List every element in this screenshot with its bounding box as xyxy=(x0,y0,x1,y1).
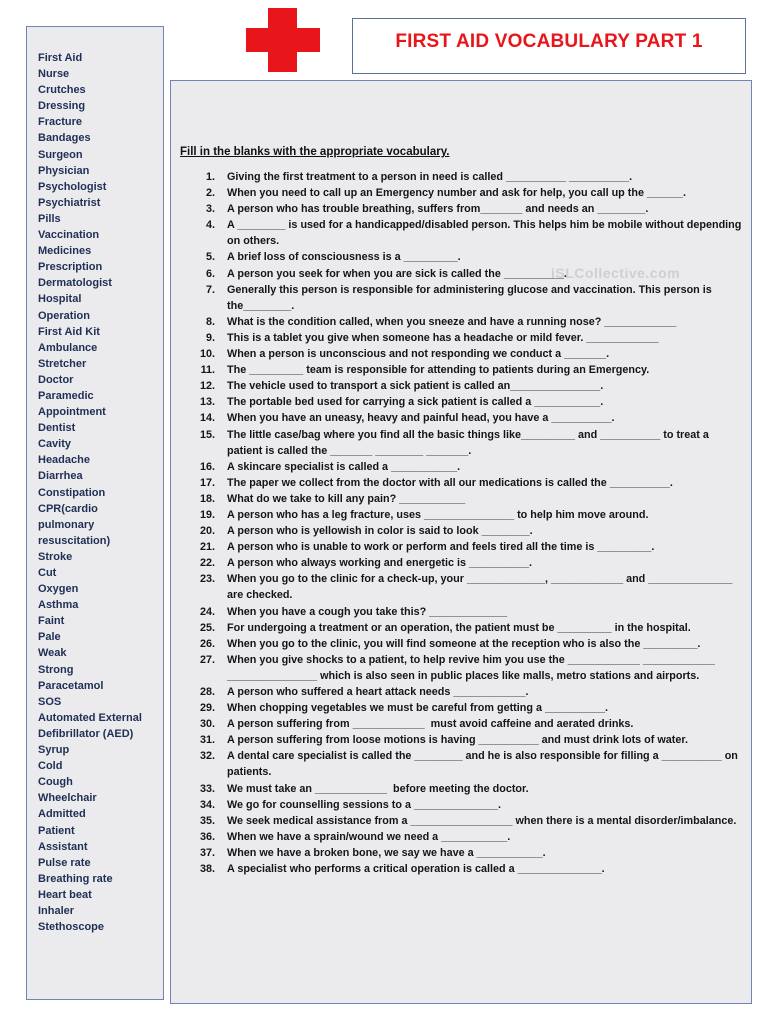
question-number: 11. xyxy=(200,364,215,377)
vocabulary-item: Headache xyxy=(38,454,90,467)
question-number: 22. xyxy=(199,557,215,570)
instruction-text: Fill in the blanks with the appropriate vocabulary. xyxy=(180,146,450,158)
vocabulary-item: Surgeon xyxy=(38,148,83,161)
vocabulary-item: Breathing rate xyxy=(38,872,113,885)
question-text: We go for counselling sessions to a ______________. xyxy=(227,798,502,811)
vocabulary-item: Pulse rate xyxy=(38,856,91,869)
question-number: 18. xyxy=(199,492,215,505)
vocabulary-item: Medicines xyxy=(38,245,92,258)
question-item xyxy=(193,507,745,523)
question-text: A ________ is used for a handicapped/disabled person. This helps him be mobile without depending on others. xyxy=(227,219,745,248)
question-number: 4. xyxy=(205,219,215,232)
question-item xyxy=(193,555,745,571)
question-text: When you go to the clinic for a check-up, your _____________, ____________ and ______________ are checked. xyxy=(227,573,736,602)
question-number: 7. xyxy=(205,283,215,296)
question-item xyxy=(193,539,745,555)
question-number: 34. xyxy=(199,798,215,811)
vocabulary-item: Psychiatrist xyxy=(38,196,101,209)
question-text: A person who has trouble breathing, suffers from_______ and needs an ________. xyxy=(227,203,649,216)
question-item xyxy=(193,845,745,861)
vocabulary-item: Physician xyxy=(38,164,90,177)
question-number: 24. xyxy=(199,605,215,618)
question-item xyxy=(193,684,745,700)
question-number: 12. xyxy=(199,380,215,393)
question-text: When you go to the clinic, you will find someone at the reception who is also the _________. xyxy=(227,637,701,650)
vocabulary-item: resuscitation) xyxy=(38,534,111,547)
question-number: 20. xyxy=(199,525,215,538)
question-text: A dental care specialist is called the ________ and he is also responsible for filling a __________ on patients. xyxy=(227,750,741,779)
question-number: 30. xyxy=(199,718,215,731)
question-item xyxy=(193,652,745,684)
vocabulary-item: Cold xyxy=(38,760,63,773)
question-text: When a person is unconscious and not responding we conduct a _______. xyxy=(227,348,610,361)
question-item xyxy=(193,829,745,845)
question-number: 14. xyxy=(199,412,215,425)
vocabulary-item: Appointment xyxy=(38,406,106,419)
question-item xyxy=(193,427,745,459)
question-number: 31. xyxy=(199,734,215,747)
question-item xyxy=(193,748,745,780)
vocabulary-item: Inhaler xyxy=(38,904,75,917)
vocabulary-item: Dressing xyxy=(38,100,86,113)
question-number: 25. xyxy=(199,621,215,634)
question-text: A person suffering from ____________ must avoid caffeine and aerated drinks. xyxy=(227,718,634,731)
vocabulary-item: Strong xyxy=(38,663,74,676)
question-text: A specialist who performs a critical operation is called a ______________. xyxy=(227,863,605,876)
question-text: A skincare specialist is called a ___________. xyxy=(227,460,461,473)
vocabulary-item: Cough xyxy=(38,776,73,789)
question-item xyxy=(193,314,745,330)
vocabulary-item: Faint xyxy=(38,615,65,628)
question-text: When you need to call up an Emergency number and ask for help, you call up the ______. xyxy=(227,187,686,200)
question-number: 19. xyxy=(199,508,215,521)
question-text: Giving the first treatment to a person in need is called __________ __________. xyxy=(227,171,633,183)
question-text: When you have a cough you take this? _____________ xyxy=(227,605,508,618)
vocabulary-item: Admitted xyxy=(38,808,86,821)
question-item xyxy=(193,781,745,797)
vocabulary-item: Hospital xyxy=(38,293,82,306)
vocabulary-item: Prescription xyxy=(38,261,103,274)
question-number: 2. xyxy=(205,187,215,200)
question-item xyxy=(193,282,745,314)
question-text: A person who always working and energetic is __________. xyxy=(227,557,533,570)
question-item xyxy=(193,459,745,475)
question-item xyxy=(193,491,745,507)
question-number: 26. xyxy=(199,637,215,650)
question-item xyxy=(193,346,745,362)
title-box xyxy=(352,18,746,74)
question-text: A person who is yellowish in color is said to look ________. xyxy=(227,525,533,538)
vocabulary-item: Pills xyxy=(38,212,61,225)
question-text: The vehicle used to transport a sick patient is called an_______________. xyxy=(227,380,604,393)
vocabulary-item: Cavity xyxy=(38,438,72,451)
question-item xyxy=(193,571,745,603)
vocabulary-item: Operation xyxy=(38,309,90,322)
question-text: We seek medical assistance from a _________________ when there is a mental disorder/imbalance. xyxy=(227,814,737,827)
vocabulary-item: pulmonary xyxy=(38,518,95,531)
vocabulary-item: First Aid Kit xyxy=(38,325,100,338)
vocabulary-item: Pale xyxy=(38,631,61,644)
question-text: The little case/bag where you find all the basic things like_________ and __________ to treat a patient is called the _______ ________ _______. xyxy=(227,428,712,457)
question-number: 9. xyxy=(205,331,215,344)
question-number: 38. xyxy=(199,863,215,876)
vocabulary-item: Stethoscope xyxy=(38,921,105,934)
watermark: iSLCollective.com xyxy=(551,265,681,281)
question-number: 13. xyxy=(199,396,215,409)
question-item xyxy=(193,716,745,732)
question-item xyxy=(193,604,745,620)
question-text: What is the condition called, when you sneeze and have a running nose? ____________ xyxy=(227,315,677,328)
vocabulary-item: Doctor xyxy=(38,373,74,386)
question-item xyxy=(193,620,745,636)
question-text: A person who has a leg fracture, uses _______________ to help him move around. xyxy=(227,508,649,521)
vocabulary-item: Defibrillator (AED) xyxy=(38,727,134,740)
vocabulary-item: CPR(cardio xyxy=(38,502,98,515)
question-item xyxy=(193,330,745,346)
question-number: 3. xyxy=(205,203,215,216)
question-text: When we have a sprain/wound we need a ___________. xyxy=(227,830,511,843)
vocabulary-item: Vaccination xyxy=(38,229,100,242)
vocabulary-item: Stretcher xyxy=(38,357,87,370)
question-item xyxy=(193,249,745,265)
question-text: We must take an ____________ before meeting the doctor. xyxy=(227,782,529,795)
vocabulary-item: Cut xyxy=(38,567,57,579)
question-number: 33. xyxy=(199,782,215,795)
vocabulary-item: Syrup xyxy=(38,744,70,757)
question-text: A person suffering from loose motions is having __________ and must drink lots of water. xyxy=(227,734,688,747)
vocabulary-item: Wheelchair xyxy=(38,792,97,805)
red-cross-icon xyxy=(246,8,320,72)
question-item xyxy=(193,523,745,539)
vocabulary-item: Assistant xyxy=(38,840,88,853)
question-item xyxy=(193,813,745,829)
question-number: 28. xyxy=(199,686,215,698)
vocabulary-item: Asthma xyxy=(38,599,79,612)
question-text: Generally this person is responsible for administering glucose and vaccination. This person is the________. xyxy=(227,283,715,312)
question-item xyxy=(193,217,745,249)
vocabulary-item: Oxygen xyxy=(38,583,79,596)
vocabulary-sidebar xyxy=(26,26,164,1000)
vocabulary-item: First Aid xyxy=(38,52,83,64)
question-number: 17. xyxy=(199,476,215,489)
vocabulary-item: Constipation xyxy=(38,486,106,499)
question-number: 32. xyxy=(199,750,215,763)
question-number: 21. xyxy=(199,541,215,554)
vocabulary-item: SOS xyxy=(38,695,62,708)
vocabulary-item: Paramedic xyxy=(38,389,94,402)
question-item xyxy=(193,185,745,201)
question-number: 36. xyxy=(199,830,215,843)
vocabulary-item: Fracture xyxy=(38,116,83,129)
question-text: When you give shocks to a patient, to help revive him you use the ____________ ____________ _______________ which is also seen in public places like malls, metro stations and airports. xyxy=(227,653,718,682)
vocabulary-item: Dentist xyxy=(38,422,76,435)
question-number: 1. xyxy=(205,171,215,183)
question-number: 8. xyxy=(205,315,215,328)
question-text: The _________ team is responsible for attending to patients during an Emergency. xyxy=(227,364,650,377)
question-item xyxy=(193,362,745,378)
vocabulary-item: Dermatologist xyxy=(38,277,112,290)
question-item xyxy=(193,797,745,813)
vocabulary-list xyxy=(38,50,163,935)
question-number: 6. xyxy=(205,267,215,280)
question-text: The paper we collect from the doctor with all our medications is called the __________. xyxy=(227,476,673,489)
vocabulary-item: Ambulance xyxy=(38,341,98,354)
question-text: A person who suffered a heart attack needs ____________. xyxy=(227,686,529,698)
question-text: What do we take to kill any pain? ___________ xyxy=(227,492,466,505)
question-number: 35. xyxy=(199,814,215,827)
question-item xyxy=(193,861,745,877)
vocabulary-item: Crutches xyxy=(38,84,86,97)
question-item xyxy=(193,410,745,426)
question-text: This is a tablet you give when someone has a headache or mild fever. ____________ xyxy=(227,331,659,344)
question-text: When we have a broken bone, we say we have a ___________. xyxy=(227,846,546,859)
question-item xyxy=(193,732,745,748)
question-number: 23. xyxy=(199,573,215,586)
question-text: A person who is unable to work or perform and feels tired all the time is _________. xyxy=(227,541,655,554)
vocabulary-item: Diarrhea xyxy=(38,470,83,483)
question-item xyxy=(193,201,745,217)
question-number: 15. xyxy=(199,428,215,441)
question-item xyxy=(193,394,745,410)
question-text: The portable bed used for carrying a sick patient is called a ___________. xyxy=(227,396,604,409)
question-number: 10. xyxy=(199,348,215,361)
worksheet-panel xyxy=(170,80,752,1004)
question-item xyxy=(193,169,745,185)
page-title: FIRST AID VOCABULARY PART 1 xyxy=(395,31,703,52)
question-item xyxy=(193,475,745,491)
vocabulary-item: Weak xyxy=(38,647,67,660)
vocabulary-item: Heart beat xyxy=(38,888,92,901)
question-text: When chopping vegetables we must be careful from getting a __________. xyxy=(227,702,609,715)
vocabulary-item: Automated External xyxy=(38,711,142,724)
vocabulary-item: Stroke xyxy=(38,550,73,563)
question-number: 16. xyxy=(199,460,215,473)
question-text: A brief loss of consciousness is a _________. xyxy=(227,251,461,264)
question-item xyxy=(193,700,745,716)
question-number: 27. xyxy=(199,653,215,666)
question-item xyxy=(193,378,745,394)
vocabulary-item: Nurse xyxy=(38,68,70,81)
question-number: 5. xyxy=(205,251,215,264)
vocabulary-item: Bandages xyxy=(38,132,91,145)
vocabulary-item: Patient xyxy=(38,824,75,837)
vocabulary-item: Paracetamol xyxy=(38,679,104,692)
question-text: When you have an uneasy, heavy and painful head, you have a __________. xyxy=(227,412,615,425)
question-text: A person you seek for when you are sick is called the __________. xyxy=(227,267,567,280)
vocabulary-item: Psychologist xyxy=(38,180,107,193)
question-number: 29. xyxy=(199,702,215,715)
question-text: For undergoing a treatment or an operation, the patient must be _________ in the hospital. xyxy=(227,621,691,634)
question-item xyxy=(193,636,745,652)
question-number: 37. xyxy=(199,846,215,859)
